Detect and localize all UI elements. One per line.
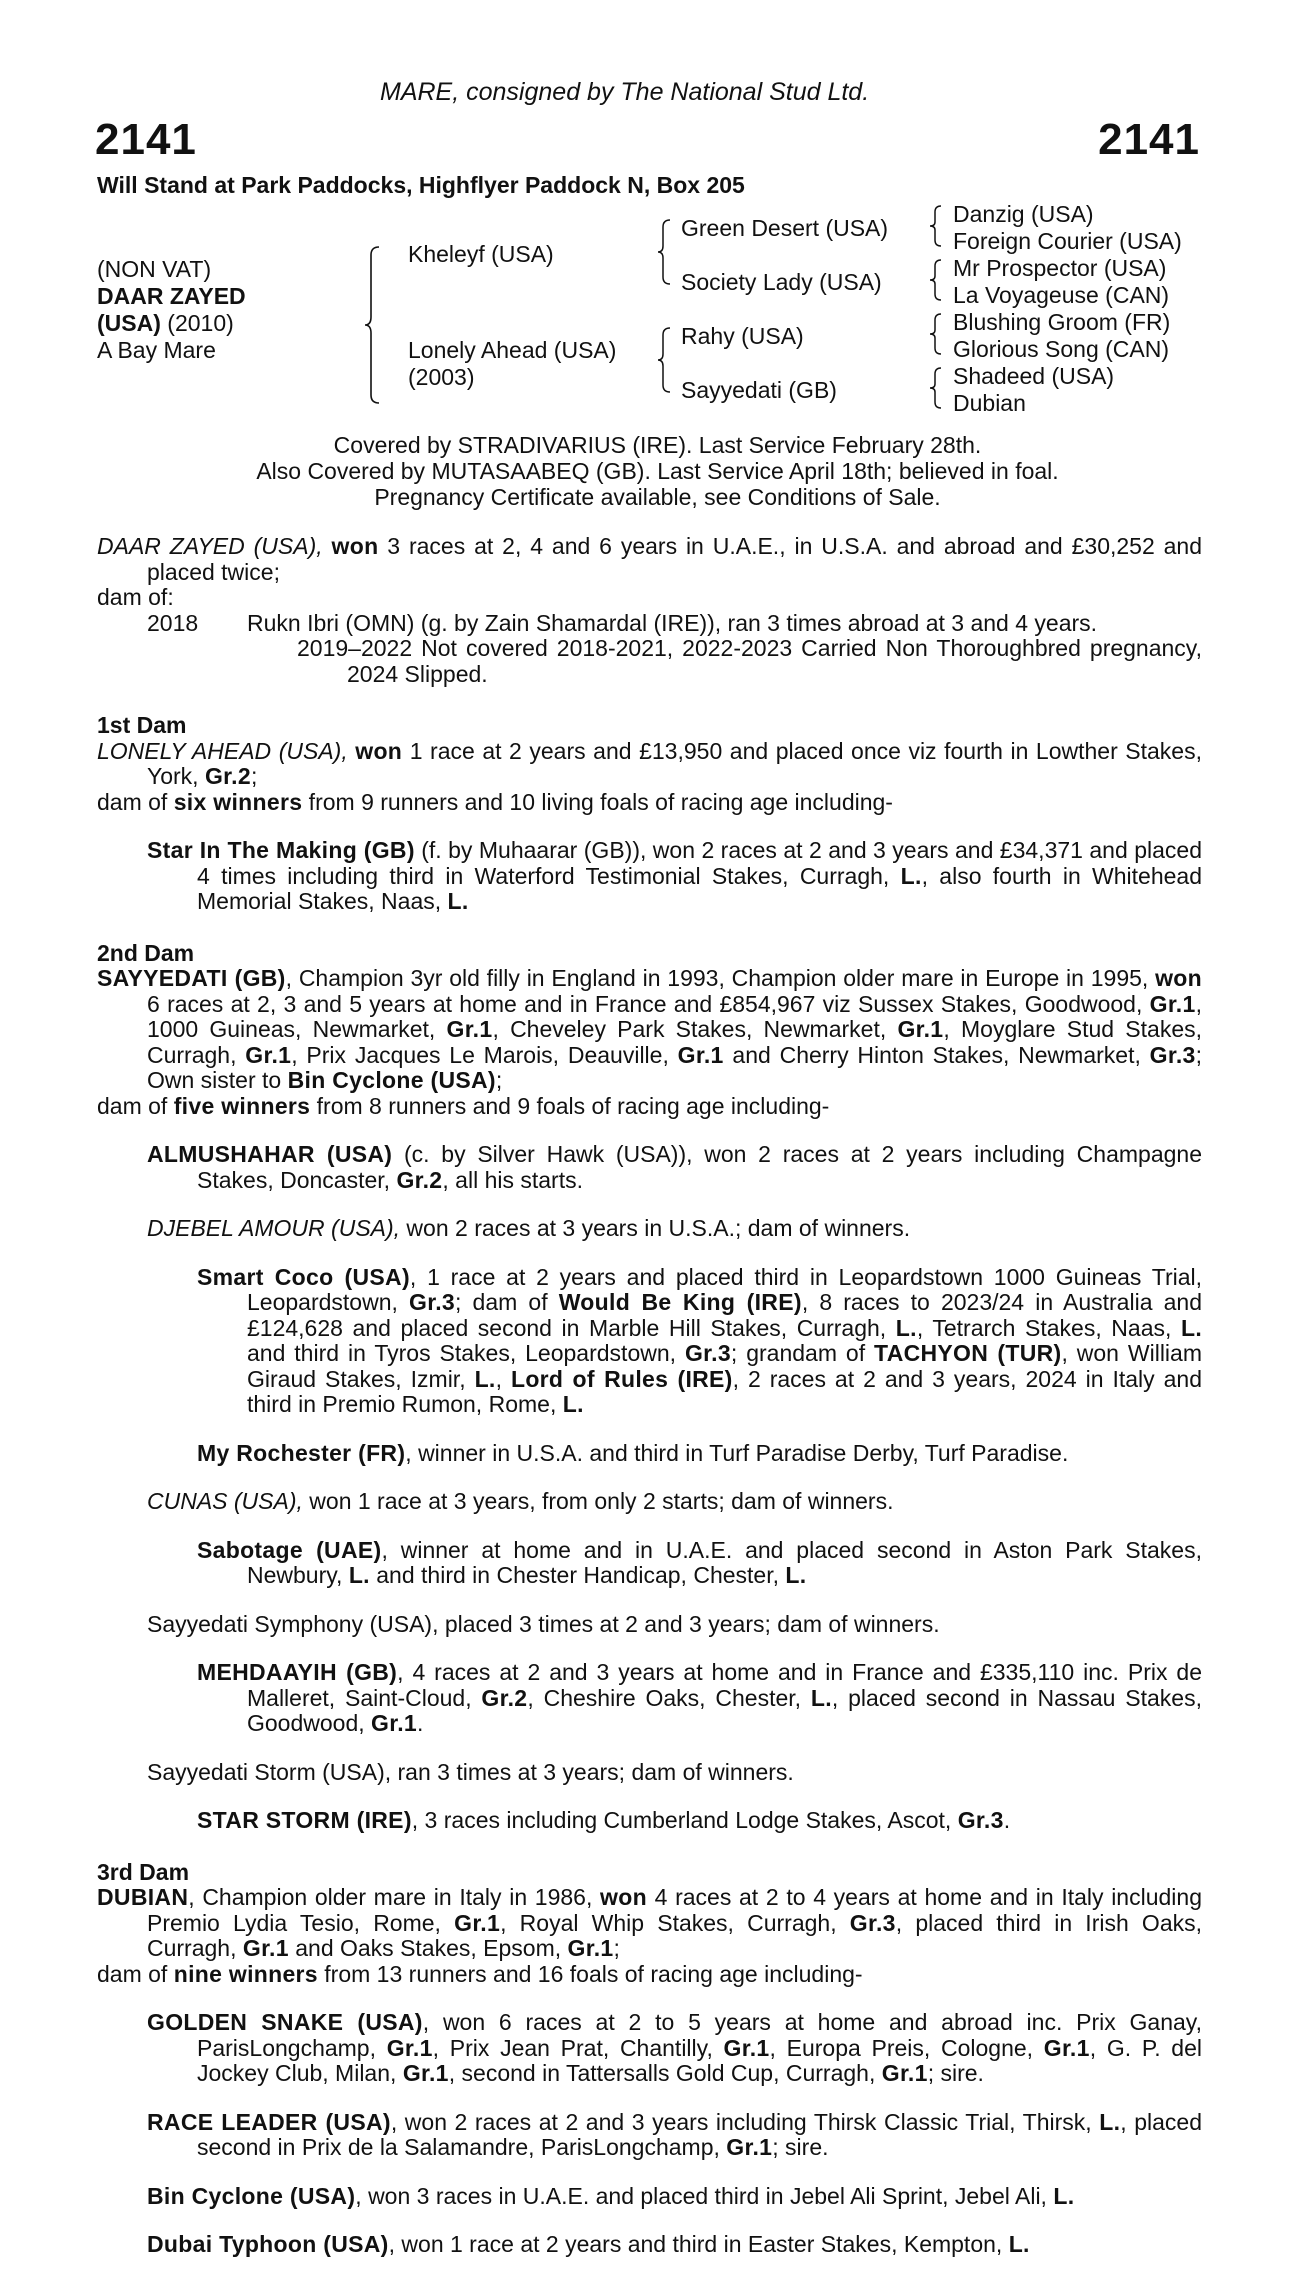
stand-location: Will Stand at Park Paddocks, Highflyer Paddock N, Box 205: [97, 172, 745, 198]
great-grandparent-6: Glorious Song (CAN): [953, 336, 1170, 362]
progeny-cunas: CUNAS (USA), won 1 race at 3 years, from only 2 starts; dam of winners.: [147, 1488, 894, 1514]
progeny-golden-snake: GOLDEN SNAKE (USA), won 6 races at 2 to 5 years at home and abroad inc. Prix Ganay, ParisLongchamp, Gr.1, Prix Jean Prat, Chantilly, Gr.1, Europa Preis, Cologne, Gr.1, G. P. del Jockey Club, Milan, Gr.1, second in Tattersalls Gold Cup, Curragh, Gr.1; sire.: [147, 2009, 1202, 2086]
pedigree-bracket-main: [365, 245, 385, 405]
third-dam-paragraph: DUBIAN, Champion older mare in Italy in 1986, won 4 races at 2 to 4 years at home and in Italy including Premio Lydia Tesio, Rome, Gr.1, Royal Whip Stakes, Curragh, Gr.3, placed third in Irish Oaks, Curragh, Gr.1 and Oaks Stakes, Epsom, Gr.1;: [97, 1884, 1203, 1961]
progeny-bin-cyclone: Bin Cyclone (USA), won 3 races in U.A.E. and placed third in Jebel Ali Sprint, Jebel Ali, L.: [147, 2182, 1075, 2209]
progeny-dubai-typhoon: Dubai Typhoon (USA), won 1 race at 2 years and third in Easter Stakes, Kempton, L.: [147, 2231, 1030, 2257]
progeny-djebel-amour: DJEBEL AMOUR (USA), won 2 races at 3 years in U.S.A.; dam of winners.: [147, 1215, 911, 1241]
horse-origin-year: (USA) (2010): [97, 310, 234, 336]
cover-line-3: Pregnancy Certificate available, see Conditions of Sale.: [374, 484, 941, 510]
pedigree-bracket-dam: [658, 326, 674, 394]
consignment-line: MARE, consigned by The National Stud Ltd.: [380, 78, 870, 106]
dam-sire: Rahy (USA): [681, 323, 804, 349]
horse-name: DAAR ZAYED: [97, 283, 246, 309]
intro-paragraph: DAAR ZAYED (USA), won 3 races at 2, 4 and 6 years in U.A.E., in U.S.A. and abroad and £30,252 and placed twice;: [97, 533, 1203, 585]
dam-dam: Sayyedati (GB): [681, 377, 837, 403]
progeny-sabotage: Sabotage (UAE), winner at home and in U.A.E. and placed second in Aston Park Stakes, Newbury, L. and third in Chester Handicap, Chester, L.: [197, 1536, 1202, 1588]
progeny-sayyedati-storm: Sayyedati Storm (USA), ran 3 times at 3 years; dam of winners.: [147, 1758, 794, 1785]
second-dam-paragraph: SAYYEDATI (GB), Champion 3yr old filly in England in 1993, Champion older mare in Europe in 1995, won 6 races at 2, 3 and 5 years at home and in France and £854,967 viz Sussex Stakes, Goodwood, Gr.1, 1000 Guineas, Newmarket, Gr.1, Cheveley Park Stakes, Newmarket, Gr.1, Moyglare Stud Stakes, Curragh, Gr.1, Prix Jacques Le Marois, Deauville, Gr.1 and Cherry Hinton Stakes, Newmarket, Gr.3; Own sister to Bin Cyclone (USA);: [97, 965, 1203, 1093]
pedigree-bracket-g2: [930, 258, 944, 302]
first-dam-dam-of: dam of six winners from 9 runners and 10 living foals of racing age including-: [97, 788, 893, 815]
progeny-my-rochester: My Rochester (FR), winner in U.S.A. and third in Turf Paradise Derby, Turf Paradise.: [197, 1439, 1069, 1466]
first-dam-progeny: Star In The Making (GB) (f. by Muhaarar (GB)), won 2 races at 2 and 3 years and £34,371 and placed 4 times including third in Waterford Testimonial Stakes, Curragh, L., also fourth in Whitehead Memorial Stakes, Naas, L.: [147, 837, 1202, 914]
pedigree-bracket-g1: [930, 204, 944, 248]
dam-year: (2003): [408, 364, 475, 390]
first-dam-heading: 1st Dam: [97, 712, 187, 738]
cover-line-1: Covered by STRADIVARIUS (IRE). Last Service February 28th.: [333, 432, 982, 458]
pedigree-bracket-g4: [930, 366, 944, 410]
second-dam-dam-of: dam of five winners from 8 runners and 9 foals of racing age including-: [97, 1092, 830, 1119]
great-grandparent-3: Mr Prospector (USA): [953, 255, 1167, 281]
great-grandparent-4: La Voyageuse (CAN): [953, 282, 1170, 308]
intro-dam-of: dam of:: [97, 584, 174, 610]
lot-number-left: 2141: [95, 115, 197, 164]
sire-sire: Green Desert (USA): [681, 215, 889, 241]
great-grandparent-2: Foreign Courier (USA): [953, 228, 1182, 254]
progeny-sayyedati-symphony: Sayyedati Symphony (USA), placed 3 times at 2 and 3 years; dam of winners.: [147, 1610, 940, 1637]
second-dam-heading: 2nd Dam: [97, 939, 195, 966]
dam-name: Lonely Ahead (USA): [408, 337, 617, 363]
vat-status: (NON VAT): [97, 256, 212, 282]
sire-name: Kheleyf (USA): [408, 241, 554, 267]
great-grandparent-7: Shadeed (USA): [953, 363, 1115, 389]
cover-line-2: Also Covered by MUTASAABEQ (GB). Last Service April 18th; believed in foal.: [256, 458, 1059, 484]
pedigree-bracket-g3: [930, 312, 944, 356]
sire-dam: Society Lady (USA): [681, 269, 882, 295]
progeny-almushahar: ALMUSHAHAR (USA) (c. by Silver Hawk (USA)), won 2 races at 2 years including Champagne Stakes, Doncaster, Gr.2, all his starts.: [147, 1141, 1202, 1193]
third-dam-dam-of: dam of nine winners from 13 runners and 16 foals of racing age including-: [97, 1960, 863, 1987]
third-dam-heading: 3rd Dam: [97, 1858, 190, 1885]
great-grandparent-8: Dubian: [953, 390, 1026, 416]
produce-notes: 2019–2022 Not covered 2018-2021, 2022-2023 Carried Non Thoroughbred pregnancy, 2024 Slipped.: [297, 635, 1202, 687]
lot-number-right: 2141: [1098, 115, 1200, 164]
progeny-race-leader: RACE LEADER (USA), won 2 races at 2 and 3 years including Thirsk Classic Trial, Thirsk, L., placed second in Prix de la Salamandre, ParisLongchamp, Gr.1; sire.: [147, 2108, 1202, 2160]
produce-row: 2018 Rukn Ibri (OMN) (g. by Zain Shamardal (IRE)), ran 3 times abroad at 3 and 4 years.: [147, 609, 1098, 636]
great-grandparent-1: Danzig (USA): [953, 201, 1094, 227]
progeny-star-storm: STAR STORM (IRE), 3 races including Cumberland Lodge Stakes, Ascot, Gr.3.: [197, 1807, 1011, 1833]
progeny-smart-coco: Smart Coco (USA), 1 race at 2 years and placed third in Leopardstown 1000 Guineas Trial, Leopardstown, Gr.3; dam of Would Be King (IRE), 8 races to 2023/24 in Australia and £124,628 and placed second in Marble Hill Stakes, Curragh, L., Tetrarch Stakes, Naas, L. and third in Tyros Stakes, Leopardstown, Gr.3; grandam of TACHYON (TUR), won William Giraud Stakes, Izmir, L., Lord of Rules (IRE), 2 races at 2 and 3 years, 2024 in Italy and third in Premio Rumon, Rome, L.: [197, 1263, 1203, 1417]
progeny-mehdaayih: MEHDAAYIH (GB), 4 races at 2 and 3 years at home and in France and £335,110 inc. Prix de Malleret, Saint-Cloud, Gr.2, Cheshire Oaks, Chester, L., placed second in Nassau Stakes, Goodwood, Gr.1.: [197, 1659, 1202, 1736]
pedigree-bracket-sire: [658, 218, 674, 286]
first-dam-paragraph: LONELY AHEAD (USA), won 1 race at 2 years and £13,950 and placed once viz fourth in Lowther Stakes, York, Gr.2;: [97, 737, 1202, 789]
catalogue-body: [97, 534, 1202, 2281]
horse-description: A Bay Mare: [97, 337, 216, 363]
great-grandparent-5: Blushing Groom (FR): [953, 309, 1171, 335]
